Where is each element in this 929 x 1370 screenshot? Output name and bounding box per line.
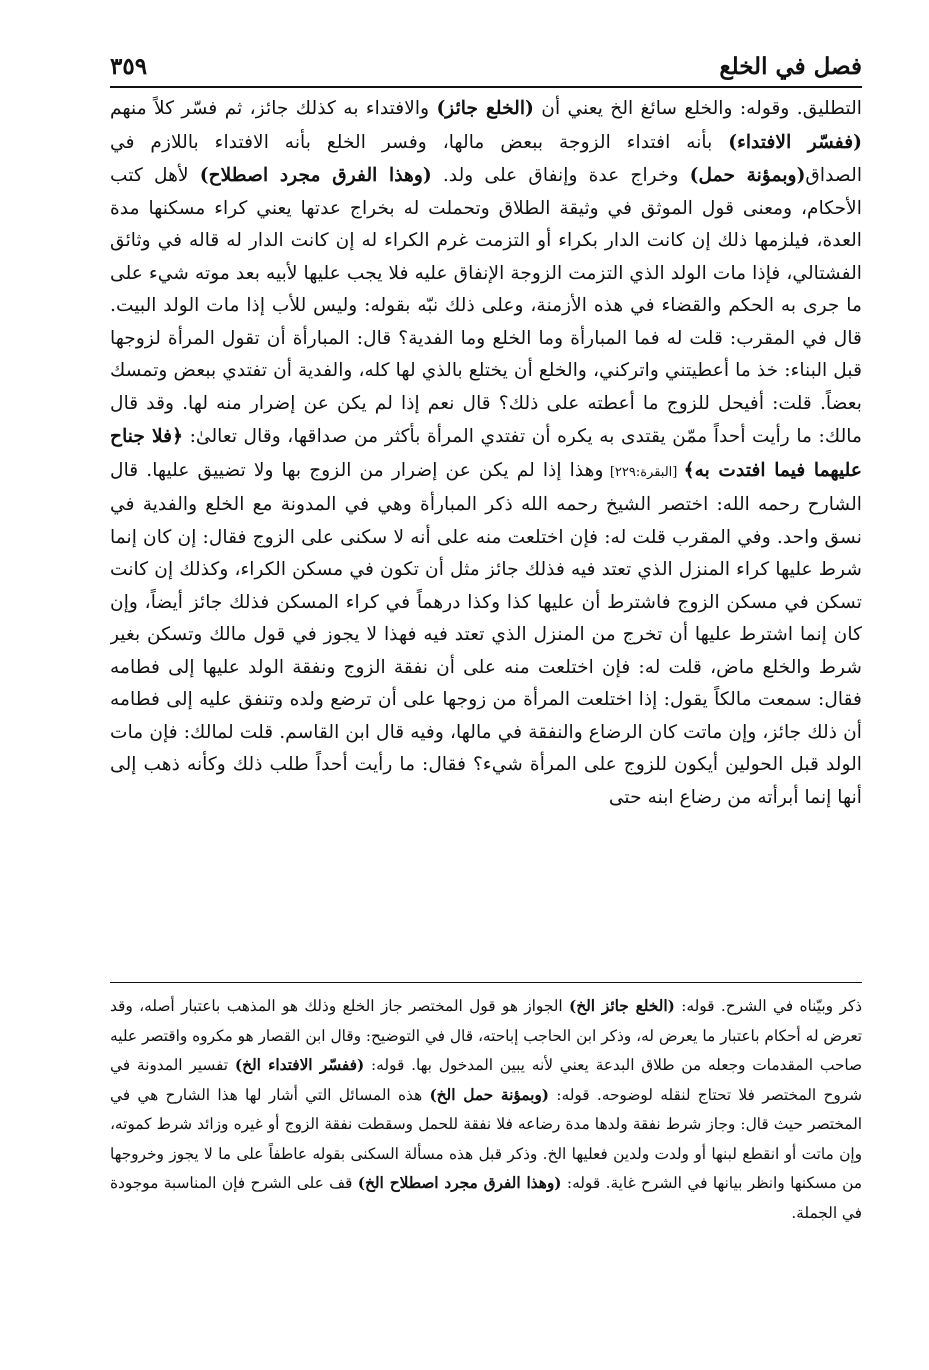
main-text <box>110 92 862 952</box>
quoted-term: (ففسّر الافتداء) <box>728 130 862 153</box>
verse-reference: [البقرة:٢٢٩] <box>603 464 684 480</box>
footnote-paragraph <box>110 992 862 1228</box>
footnote-run: ذكر وبيّناه في الشرح. قوله: <box>674 997 862 1015</box>
page-number: ٣٥٩ <box>110 53 148 80</box>
footnote-run: الجواز هو قول المختصر جاز الخلع وذلك هو المذهب باعتبار أصله، وقد تعرض له أحكام باعتبار ما يعرض له، وذكر ابن الحاجب إباحته، قال في التوضيح: وقال ابن القصار هو مكروه واقتصر عليه صاحب المقدمات وجعله من طلاق البدعة يعني لأنه يبين المدخول بها. قوله: <box>110 997 862 1074</box>
quoted-term: (وهذا الفرق مجرد اصطلاح) <box>199 164 432 186</box>
footnote-term: (وبمؤنة حمل الخ) <box>429 1085 550 1104</box>
main-paragraph <box>110 92 862 814</box>
main-text-run: والافتداء به كذلك جائز، ثم فسّر كلاً منهم <box>110 98 437 119</box>
quoted-term: (الخلع جائز) <box>436 97 534 119</box>
quoted-term: (وبمؤنة حمل) <box>689 164 806 186</box>
header-rule <box>110 86 862 88</box>
footnote-separator <box>110 982 862 983</box>
running-header <box>110 42 862 82</box>
footnote-term: (ففسّر الافتداء الخ) <box>234 1056 365 1074</box>
chapter-title: فصل في الخلع <box>719 53 862 80</box>
main-text-run: لأهل كتب الأحكام، ومعنى قول الموثق في وثيقة الطلاق وتحملت له بخراج عدتها يعني كراء مسكنها مدة العدة، فيلزمها ذلك إن كانت الدار بكراء أو التزمت غرم الكراء له إن كانت الدار له قاله في وثائق الفشتالي، فإذا مات الولد الذي التزمت الزوجة الإنفاق عليه فلا يجب عليها لأبيه بعد موته شيء على ما جرى به الحكم والقضاء في هذه الأزمنة، وعلى ذلك نبّه بقوله: وليس للأب إذا مات الولد البيت. قال في المقرب: قلت له فما المبارأة وما الخلع وما الفدية؟ قال: المبارأة أن تقول المرأة لزوجها قبل البناء: خذ ما أعطيتني واتركني، والخلع أن يختلع بالذي لها كله، والفدية أن تفتدي ببعض وتمسك بعضاً. قلت: أفيحل للزوج ما أعطته على ذلك؟ قال نعم إذا لم يكن عن إضرار منه لها. وقد قال مالك: ما رأيت أحداً ممّن يقتدى به يكره أن تفتدي المرأة بأكثر من صداقها، وقال تعالىٰ: <box>110 165 862 447</box>
main-text-run: وهذا إذا لم يكن عن إضرار من الزوج بها ولا تضييق عليها. قال الشارح رحمه الله: اختصر الشيخ رحمه الله ذكر المبارأة وهي في المدونة مع الخلع والفدية في نسق واحد. وفي المقرب قلت له: فإن اختلعت منه على أنه لا سكنى على الزوج فقال: إن كان إنما شرط عليها كراء المنزل الذي تعتد فيه فذلك جائز مثل أن تكون في مسكن الكراء، وكذلك إن كانت تسكن في مسكن الزوج فاشترط أن عليها كذا وكذا درهماً في كراء المسكن فذلك جائز أيضاً، وإن كان إنما اشترط عليها أن تخرج من المنزل الذي تعتد فيه فهذا لا يجوز في قول مالك وتسكن بغير شرط والخلع ماض، قلت له: فإن اختلعت منه على أن نفقة الزوج ونفقة الولد عليها إلى فطامه فقال: سمعت مالكاً يقول: إذا اختلعت المرأة من زوجها على أن ترضع ولده وتنفق عليه إلى فطامه أن ذلك جائز، وإن ماتت كان الرضاع والنفقة في مالها، وفيه قال ابن القاسم. قلت لمالك: فإن مات الولد قبل الحولين أيكون للزوج على المرأة شيء؟ فقال: ما رأيت أحداً طلب ذلك وكأنه ذهب إلى أنها إنما أبرأته من رضاع ابنه حتى <box>110 459 862 808</box>
footnote-term: (الخلع جائز الخ) <box>569 997 675 1015</box>
footnote-term: (وهذا الفرق مجرد اصطلاح الخ) <box>357 1174 562 1192</box>
footnote-run: هذه المسائل التي أشار لها هذا الشارح هي في المختصر حيث قال: وجاز شرط نفقة ولدها مدة رضاعه فلا نفقة للحمل وسقطت نفقة الزوج أو غيره وزائد شرط كموته، وإن ماتت أو انقطع لبنها أو ولدت ولدين فعليها الخ. وذكر قبل هذه مسألة السكنى بقوله عاطفاً على ما لا يجوز وخروجها من مسكنها وانظر بيانها في الشرح غاية. قوله: <box>110 1085 862 1192</box>
footnote-run: قف على الشرح فإن المناسبة موجودة في الجملة. <box>110 1174 862 1222</box>
main-text-run: التطليق. وقوله: والخلع سائغ الخ يعني أن <box>533 98 862 119</box>
footnote-run: تفسير المدونة في شروح المختصر فلا تحتاج لنقله لوضوحه. قوله: <box>110 1056 862 1104</box>
footnote-text <box>110 992 862 1262</box>
main-text-run: وخراج عدة وإنفاق على ولد. <box>431 165 690 186</box>
main-text-run: بأنه افتداء الزوجة ببعض مالها، وفسر الخلع بأنه الافتداء باللازم في الصداق <box>110 131 862 186</box>
quran-verse: ﴿فلا جناح عليهما فيما افتدت به﴾ <box>110 425 862 481</box>
